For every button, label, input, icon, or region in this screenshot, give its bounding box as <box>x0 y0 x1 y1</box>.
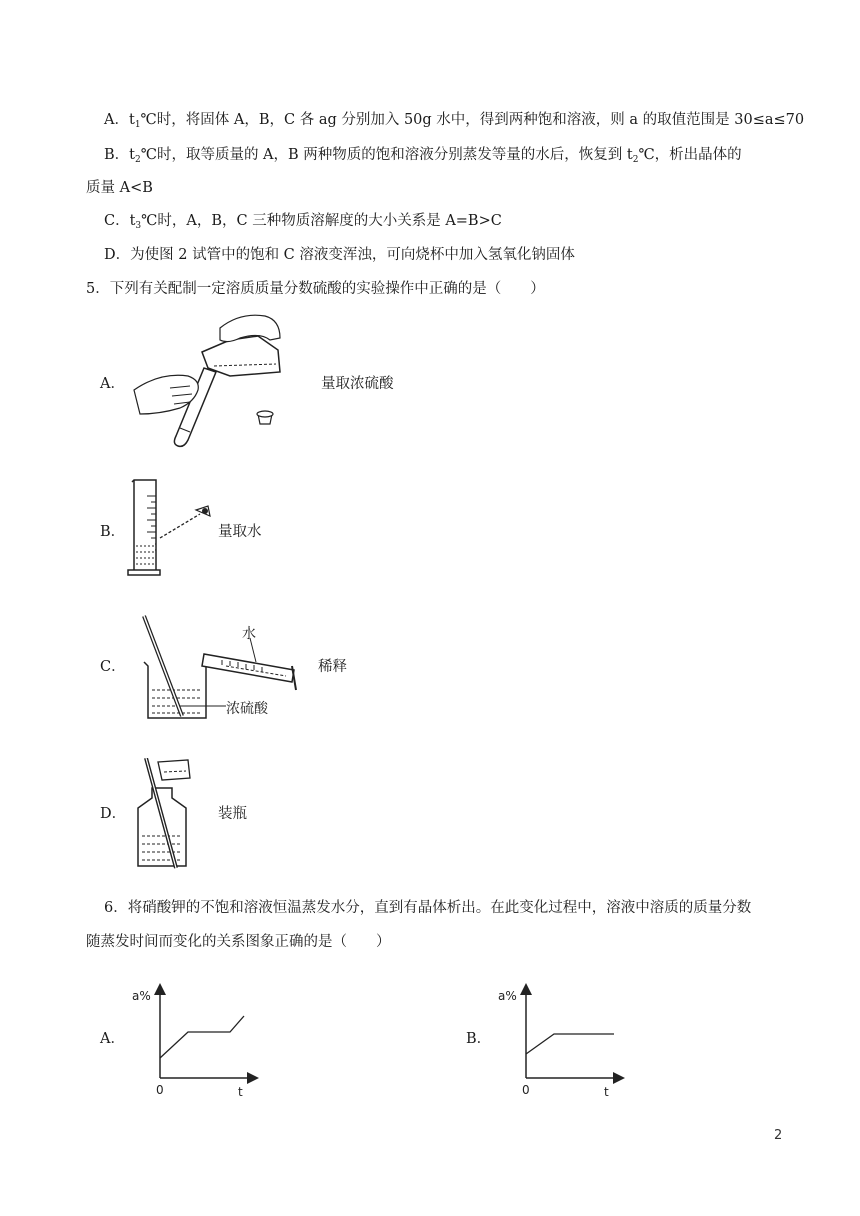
q4-option-a-text: A．t <box>104 112 135 128</box>
q4-option-c-text: C．t <box>104 213 136 229</box>
graph-b <box>492 980 632 1100</box>
curve-b <box>526 1034 614 1054</box>
conc-acid-label: 浓硫酸 <box>226 701 268 717</box>
q5-option-b-caption: 量取水 <box>218 524 262 540</box>
subscript: 2 <box>134 155 141 165</box>
q6-stem-line1: 6．将硝酸钾的不饱和溶液恒温蒸发水分，直到有晶体析出。在此变化过程中，溶液中溶质的质量分数 <box>104 900 752 916</box>
subscript: 1 <box>134 120 141 130</box>
q6-stem-line2: 随蒸发时间而变化的关系图象正确的是（ ） <box>86 934 391 950</box>
q4-option-a-text-rest: ℃时，将固体 A，B，C 各 ag 分别加入 50g 水中，得到两种饱和溶液，则 a 的取值范围是 30≤a≤70 <box>140 112 805 128</box>
page-number: 2 <box>774 1128 783 1143</box>
q6-option-a-label: A． <box>100 1031 125 1047</box>
x-axis-label: t <box>238 1085 243 1099</box>
water-label: 水 <box>242 626 256 642</box>
bottling-figure <box>130 758 200 872</box>
subscript: 2 <box>632 155 639 165</box>
dilution-figure <box>130 610 310 726</box>
origin-label: 0 <box>156 1083 164 1097</box>
q5-option-c-caption: 稀释 <box>318 659 347 675</box>
pour-acid-figure <box>130 310 290 450</box>
q5-option-d-caption: 装瓶 <box>218 806 247 822</box>
q4-option-b-line2: 质量 A<B <box>86 180 153 196</box>
q5-option-d-label: D． <box>100 806 127 822</box>
subscript: 3 <box>135 221 142 231</box>
graph-a <box>126 980 266 1100</box>
q4-option-b-text: B．t <box>104 147 135 163</box>
q5-option-a-label: A． <box>100 376 125 392</box>
q6-option-b-label: B． <box>466 1031 492 1047</box>
q5-option-b-label: B． <box>100 524 126 540</box>
q5-option-a-caption: 量取浓硫酸 <box>321 376 394 392</box>
q4-option-a <box>104 110 804 135</box>
x-axis-label: t <box>604 1085 609 1099</box>
q4-option-b <box>104 145 742 170</box>
y-axis-label: a% <box>498 989 517 1003</box>
q4-option-b-text-rest: ℃，析出晶体的 <box>638 147 742 163</box>
q4-option-c-text-rest: ℃时，A，B，C 三种物质溶解度的大小关系是 A=B>C <box>141 213 502 229</box>
origin-label: 0 <box>522 1083 530 1097</box>
q4-option-d: D．为使图 2 试管中的饱和 C 溶液变浑浊，可向烧杯中加入氢氧化钠固体 <box>104 247 575 263</box>
q4-option-c <box>104 211 502 236</box>
y-axis-label: a% <box>132 989 151 1003</box>
q5-option-c-label: C． <box>100 659 126 675</box>
q4-option-b-text-mid: ℃时，取等质量的 A，B 两种物质的饱和溶液分别蒸发等量的水后，恢复到 t <box>140 147 633 163</box>
q5-stem: 5．下列有关配制一定溶质质量分数硫酸的实验操作中正确的是（ ） <box>86 281 545 297</box>
graduated-cylinder-figure <box>122 476 222 580</box>
curve-a <box>160 1016 244 1058</box>
